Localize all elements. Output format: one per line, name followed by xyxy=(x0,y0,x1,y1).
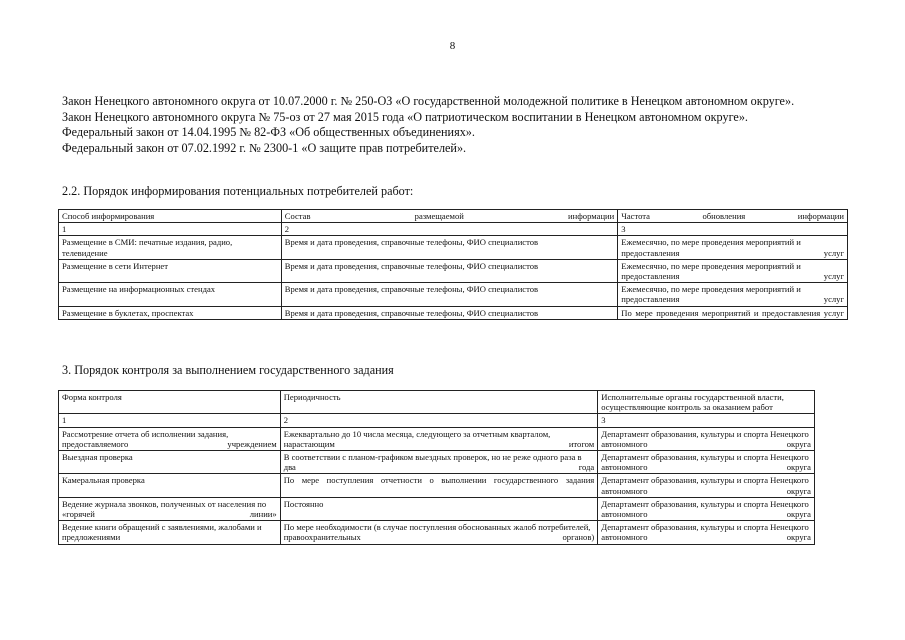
law-item: Закон Ненецкого автономного округа № 75-оз от 27 мая 2015 года «О патриотическом воспитании в Ненецком автономном округе». xyxy=(62,109,748,124)
table-cell: Время и дата проведения, справочные телефоны, ФИО специалистов xyxy=(281,306,618,319)
table-cell: Рассмотрение отчета об исполнении задания, предоставляемого учреждением xyxy=(59,427,281,450)
table-cell: По мере поступления отчетности о выполнении государственного задания xyxy=(280,474,598,497)
table-cell: Размещение в СМИ: печатные издания, радио, телевидение xyxy=(59,236,282,259)
table-cell: По мере необходимости (в случае поступления обоснованных жалоб потребителей, правоохранительных органов) xyxy=(280,521,598,544)
table-cell: Ежемесячно, по мере проведения мероприятий и предоставления услуг xyxy=(618,236,848,259)
table-cell: Ежеквартально до 10 числа месяца, следующего за отчетным кварталом, нарастающим итогом xyxy=(280,427,598,450)
laws-list xyxy=(62,94,850,156)
law-item: Федеральный закон от 07.02.1992 г. № 2300-1 «О защите прав потребителей». xyxy=(62,140,467,155)
page-number: 8 xyxy=(449,40,456,52)
table-cell: Время и дата проведения, справочные телефоны, ФИО специалистов xyxy=(281,283,618,306)
header-cell: Способ информирования xyxy=(59,210,282,223)
table-cell: Департамент образования, культуры и спорта Ненецкого автономного округа xyxy=(598,474,815,497)
table-header-row xyxy=(59,210,848,223)
column-number: 1 xyxy=(59,223,282,236)
law-item: Федеральный закон от 14.04.1995 № 82-ФЗ «Об общественных объединениях». xyxy=(62,125,475,139)
table-row xyxy=(59,259,848,282)
table-cell: Ежемесячно, по мере проведения мероприятий и предоставления услуг xyxy=(618,259,848,282)
column-number-row xyxy=(59,414,815,427)
header-cell: Форма контроля xyxy=(59,391,281,414)
table-cell: По мере проведения мероприятий и предоставления услуг xyxy=(618,306,848,319)
table-header-row xyxy=(59,391,815,414)
table-cell: Постоянно xyxy=(280,497,598,520)
table-row xyxy=(59,474,815,497)
table-cell: Камеральная проверка xyxy=(59,474,281,497)
table-row xyxy=(59,236,848,259)
table-row xyxy=(59,521,815,544)
table-cell: Размещение в буклетах, проспектах xyxy=(59,306,282,319)
column-number: 3 xyxy=(618,223,848,236)
table-cell: Ежемесячно, по мере проведения мероприятий и предоставления услуг xyxy=(618,283,848,306)
law-item: Закон Ненецкого автономного округа от 10.07.2000 г. № 250-ОЗ «О государственной молодежной политике в Ненецком автономном округе». xyxy=(62,94,795,108)
table-row xyxy=(59,306,848,319)
table-row xyxy=(59,451,815,474)
table-cell: Выездная проверка xyxy=(59,451,281,474)
column-number: 2 xyxy=(280,414,598,427)
header-cell: Периодичность xyxy=(280,391,598,414)
table-cell: Департамент образования, культуры и спорта Ненецкого автономного округа xyxy=(598,497,815,520)
header-cell: Частота обновления информации xyxy=(618,210,848,223)
column-number-row xyxy=(59,223,848,236)
table-row xyxy=(59,283,848,306)
column-number: 1 xyxy=(59,414,281,427)
section-3-heading: 3. Порядок контроля за выполнением государственного задания xyxy=(62,363,394,377)
informing-table xyxy=(58,209,848,320)
table-cell: Ведение книги обращений с заявлениями, жалобами и предложениями xyxy=(59,521,281,544)
control-table xyxy=(58,390,815,545)
table-cell: Департамент образования, культуры и спорта Ненецкого автономного округа xyxy=(598,521,815,544)
table-cell: Размещение в сети Интернет xyxy=(59,259,282,282)
table-cell: Время и дата проведения, справочные телефоны, ФИО специалистов xyxy=(281,259,618,282)
table-cell: Ведение журнала звонков, полученных от населения по «горячей линии» xyxy=(59,497,281,520)
column-number: 3 xyxy=(598,414,815,427)
table-row xyxy=(59,427,815,450)
table-cell: Время и дата проведения, справочные телефоны, ФИО специалистов xyxy=(281,236,618,259)
header-cell: Исполнительные органы государственной власти, осуществляющие контроль за оказанием работ xyxy=(598,391,815,414)
column-number: 2 xyxy=(281,223,618,236)
table-row xyxy=(59,497,815,520)
section-2-2-heading: 2.2. Порядок информирования потенциальных потребителей работ: xyxy=(62,184,414,198)
table-cell: В соответствии с планом-графиком выездных проверок, но не реже одного раза в два года xyxy=(280,451,598,474)
table-cell: Департамент образования, культуры и спорта Ненецкого автономного округа xyxy=(598,427,815,450)
table-cell: Департамент образования, культуры и спорта Ненецкого автономного округа xyxy=(598,451,815,474)
header-cell: Состав размещаемой информации xyxy=(281,210,618,223)
table-cell: Размещение на информационных стендах xyxy=(59,283,282,306)
